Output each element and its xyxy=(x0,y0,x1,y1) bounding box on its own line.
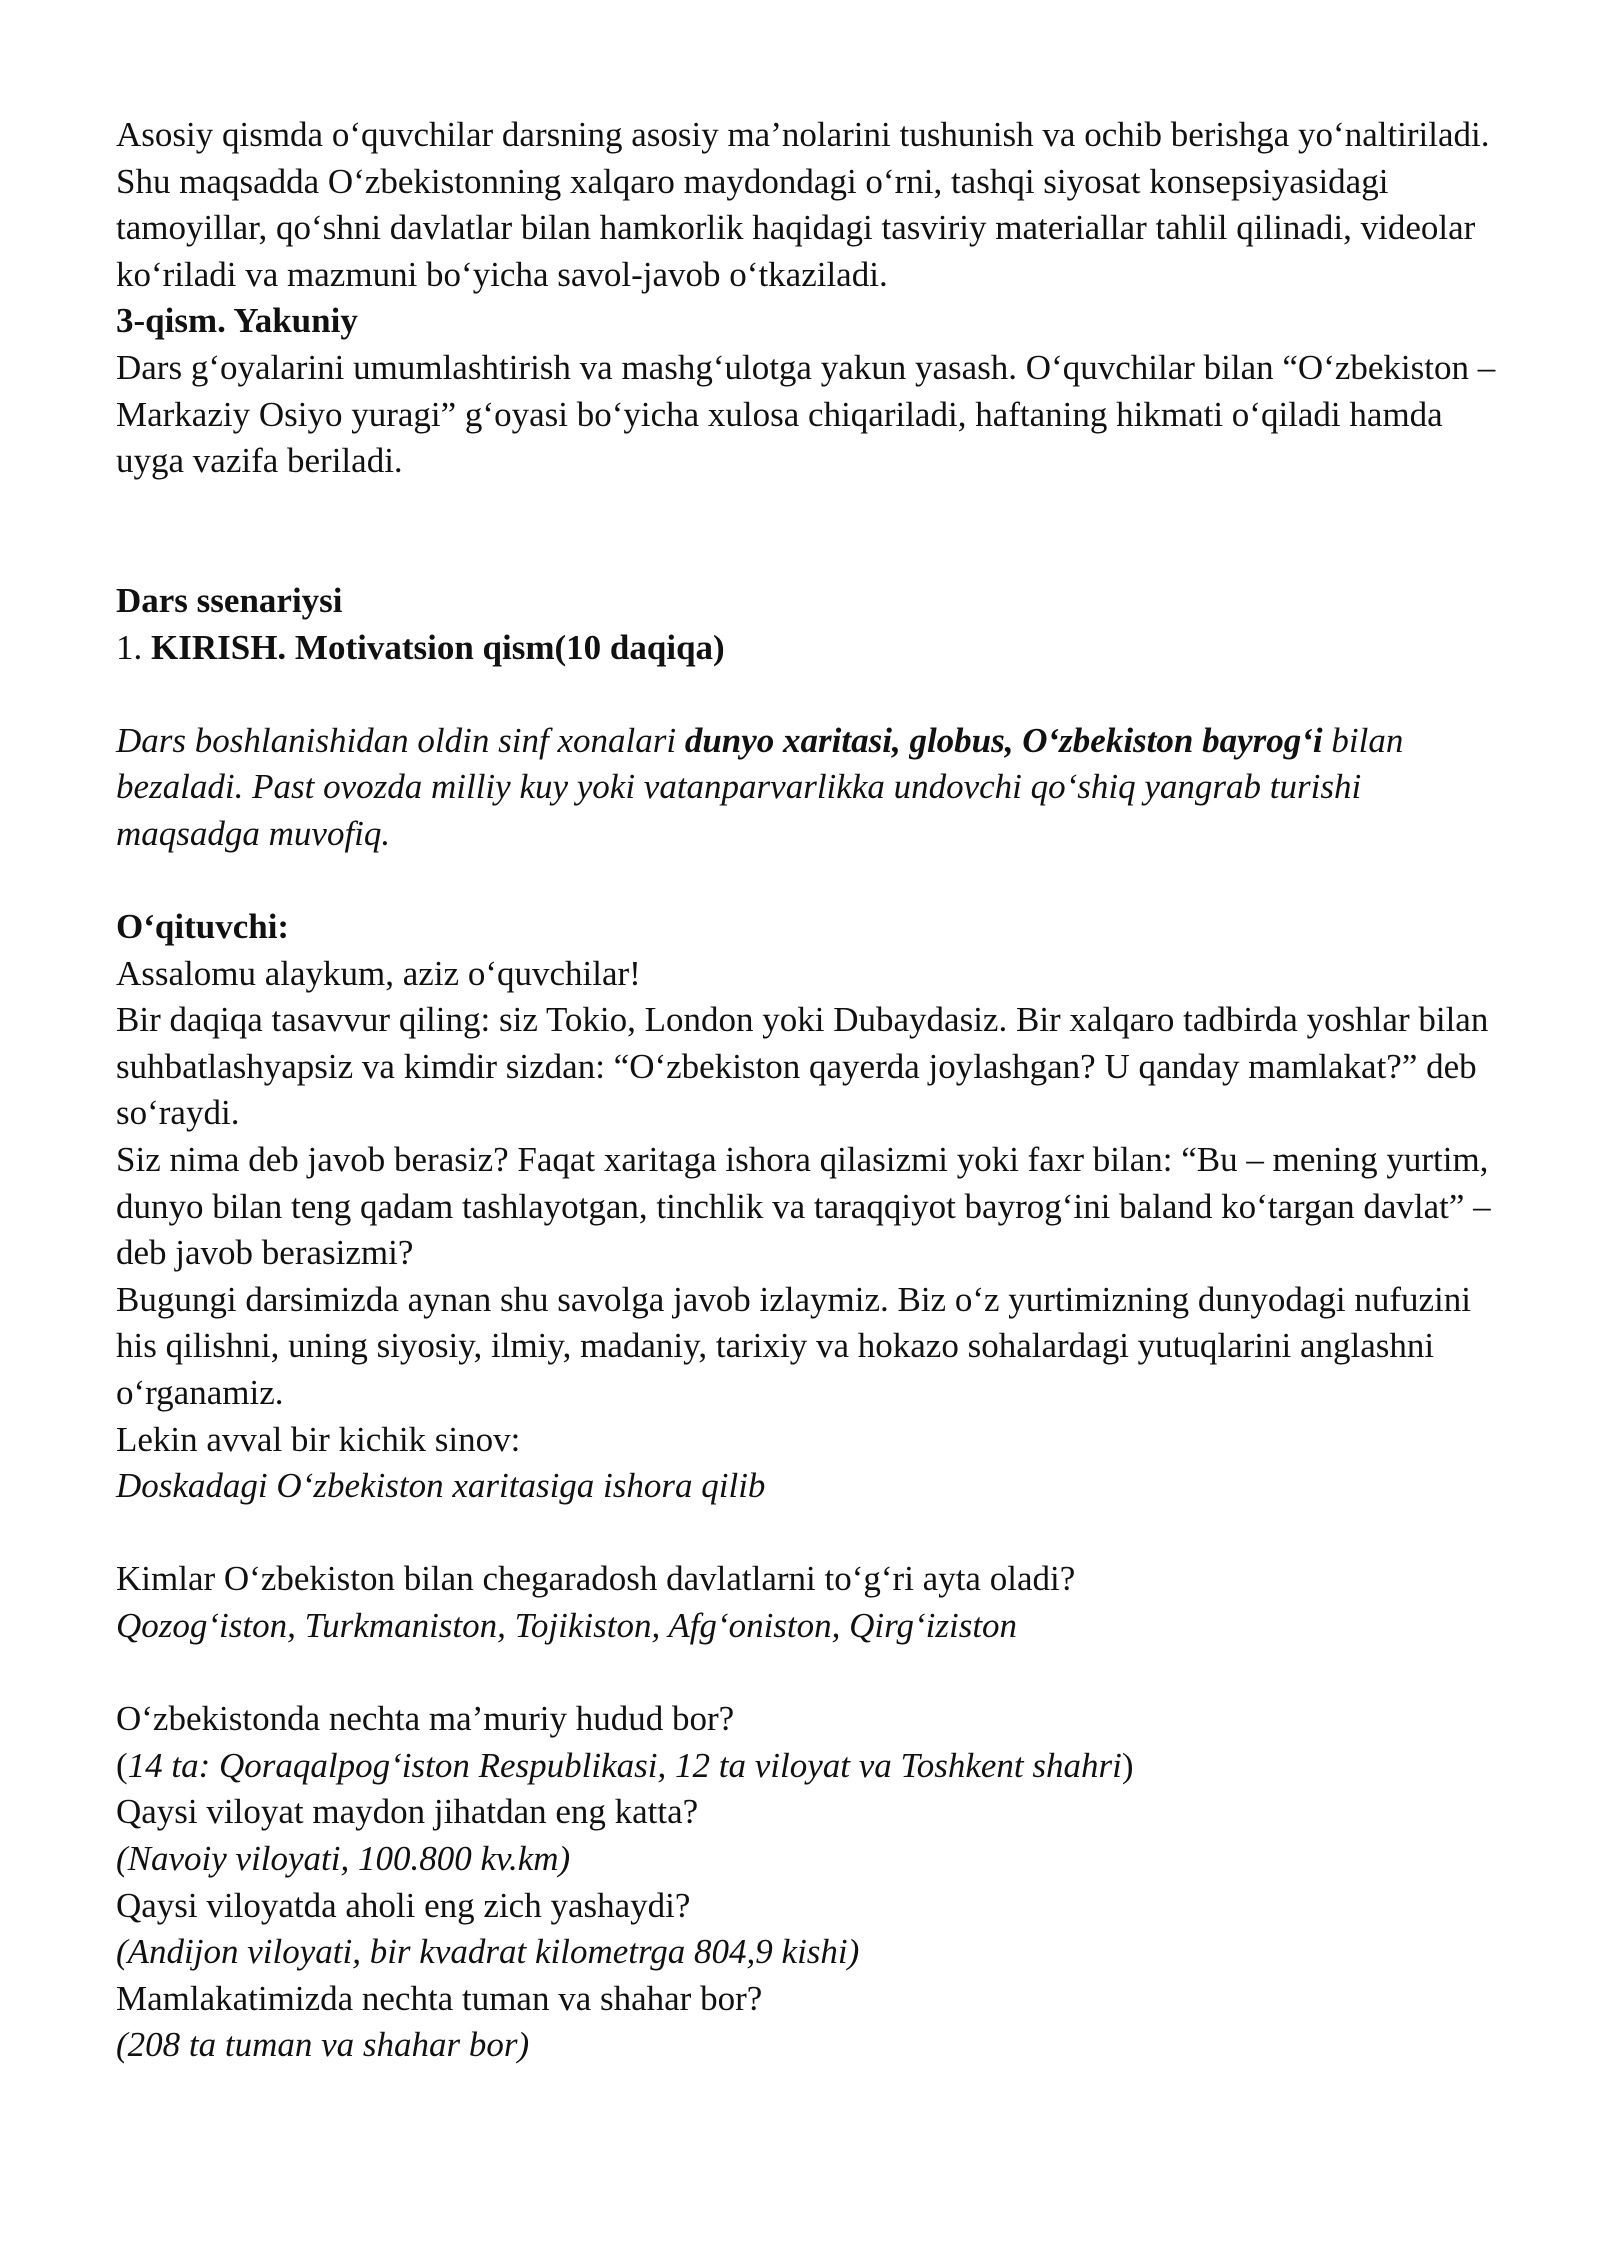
teacher-answer-question: Siz nima deb javob berasiz? Faqat xaritaga ishora qilasizmi yoki faxr bilan: “Bu – mening yurtim, dunyo bilan teng qadam tashlayotgan, tinchlik va taraqqiyot bayrog‘ini baland ko‘targan davlat” – deb javob berasizmi? xyxy=(116,1140,1491,1273)
quiz-answer-2 xyxy=(116,1743,1496,1790)
teacher-map-instruction: Doskadagi O‘zbekiston xaritasiga ishora qilib xyxy=(116,1466,766,1506)
quiz-question-3: Qaysi viloyat maydon jihatdan eng katta? xyxy=(116,1792,699,1832)
teacher-today: Bugungi darsimizda aynan shu savolga javob izlaymiz. Biz o‘z yurtimizning dunyodagi nufuzini his qilishni, uning siyosiy, ilmiy, madaniy, tarixiy va hokazo sohalardagi yutuqlarini anglashni o‘rganamiz. xyxy=(116,1279,1471,1413)
quiz-question-5: Mamlakatimizda nechta tuman va shahar bor? xyxy=(116,1978,763,2018)
section1-title: KIRISH. Motivatsion qism(10 daqiqa) xyxy=(151,627,725,667)
setup-note-part1: Dars boshlanishidan oldin sinf xonalari xyxy=(116,720,685,760)
quiz-answer-5: (208 ta tuman va shahar bor) xyxy=(116,2025,530,2065)
quiz-answer-3: (Navoiy viloyati, 100.800 kv.km) xyxy=(116,1838,571,1878)
setup-note-part3: bilan bezaladi. Past ovozda milliy kuy yoki vatanparvarlikka undovchi qo‘shiq yangrab turishi maqsadga muvofiq. xyxy=(116,720,1404,853)
quiz-answer-2-open: ( xyxy=(116,1745,128,1785)
part3-heading: 3-qism. Yakuniy xyxy=(116,301,358,341)
spacer xyxy=(116,485,1496,578)
teacher-greeting: Assalomu alaykum, aziz o‘quvchilar! xyxy=(116,953,641,993)
quiz-question-4: Qaysi viloyatda aholi eng zich yashaydi? xyxy=(116,1885,691,1925)
quiz-question-1: Kimlar O‘zbekiston bilan chegaradosh davlatlarni to‘g‘ri ayta oladi? xyxy=(116,1559,1076,1599)
part3-paragraph: Dars g‘oyalarini umumlashtirish va mashg‘ulotga yakun yasash. O‘quvchilar bilan “O‘zbekiston – Markaziy Osiyo yuragi” g‘oyasi bo‘yicha xulosa chiqariladi, haftaning hikmati o‘qiladi hamda uyga vazifa beriladi. xyxy=(116,347,1496,481)
quiz-answer-1: Qozog‘iston, Turkmaniston, Tojikiston, Afg‘oniston, Qirg‘iziston xyxy=(116,1606,1018,1645)
scenario-heading: Dars ssenariysi xyxy=(116,580,343,620)
setup-note xyxy=(116,718,1496,858)
quiz-answer-2-text: 14 ta: Qoraqalpog‘iston Respublikasi, 12 ta viloyat va Toshkent shahri xyxy=(127,1745,1122,1785)
setup-note-items: dunyo xaritasi, globus, O‘zbekiston bayrog‘i xyxy=(684,720,1323,760)
section1-heading xyxy=(116,625,1496,672)
teacher-imagine: Bir daqiqa tasavvur qiling: siz Tokio, London yoki Dubaydasiz. Bir xalqaro tadbirda yoshlar bilan suhbatlashyapsiz va kimdir sizdan: “O‘zbekiston qayerda joylashgan? U qanday mamlakat?” deb so‘raydi. xyxy=(116,1000,1489,1133)
section1-number: 1. xyxy=(116,627,143,667)
spacer xyxy=(116,1510,1496,1557)
spacer xyxy=(116,858,1496,905)
spacer xyxy=(116,1650,1496,1697)
quiz-question-2: O‘zbekistonda nechta ma’muriy hudud bor? xyxy=(116,1699,735,1739)
spacer xyxy=(116,671,1496,718)
main-part-paragraph: Asosiy qismda o‘quvchilar darsning asosiy ma’nolarini tushunish va ochib berishga yo‘naltiriladi. Shu maqsadda O‘zbekistonning xalqaro maydondagi o‘rni, tashqi siyosat konsepsiyasidagi tamoyillar, qo‘shni davlatlar bilan hamkorlik haqidagi tasviriy materiallar tahlil qilinadi, videolar ko‘riladi va mazmuni bo‘yicha savol-javob o‘tkaziladi. xyxy=(116,115,1490,294)
quiz-answer-4: (Andijon viloyati, bir kvadrat kilometrga 804,9 kishi) xyxy=(116,1932,860,1972)
document-page xyxy=(116,112,1496,2069)
teacher-small-test: Lekin avval bir kichik sinov: xyxy=(116,1419,521,1459)
quiz-answer-2-close: ) xyxy=(1121,1745,1134,1785)
teacher-label: O‘qituvchi: xyxy=(116,907,290,947)
